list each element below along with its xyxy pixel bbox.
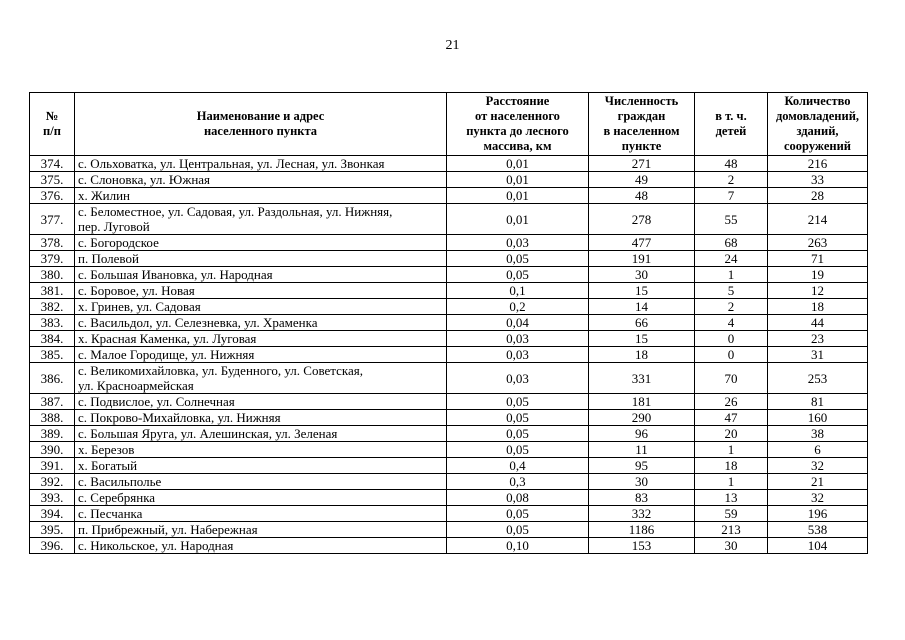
children-cell: 24 — [695, 251, 768, 267]
buildings-cell: 31 — [768, 347, 868, 363]
row-number-cell: 382. — [30, 299, 75, 315]
population-cell: 1186 — [589, 522, 695, 538]
distance-cell: 0,05 — [447, 251, 589, 267]
distance-cell: 0,08 — [447, 490, 589, 506]
distance-cell: 0,2 — [447, 299, 589, 315]
population-cell: 66 — [589, 315, 695, 331]
distance-cell: 0,04 — [447, 315, 589, 331]
buildings-cell: 216 — [768, 156, 868, 172]
header-distance: Расстояние от населенного пункта до лесного массива, км — [447, 93, 589, 156]
settlement-name-line: х. Красная Каменка, ул. Луговая — [78, 331, 257, 346]
row-number-cell: 385. — [30, 347, 75, 363]
buildings-cell: 32 — [768, 490, 868, 506]
distance-cell: 0,05 — [447, 506, 589, 522]
row-number-cell: 395. — [30, 522, 75, 538]
buildings-cell: 196 — [768, 506, 868, 522]
row-number-cell: 383. — [30, 315, 75, 331]
settlement-name-line: с. Беломестное, ул. Садовая, ул. Раздольная, ул. Нижняя, — [78, 204, 393, 219]
buildings-cell: 71 — [768, 251, 868, 267]
table-row — [30, 299, 868, 315]
row-number-cell: 388. — [30, 410, 75, 426]
population-cell: 11 — [589, 442, 695, 458]
settlement-name-cell — [75, 458, 447, 474]
buildings-cell: 23 — [768, 331, 868, 347]
children-cell: 0 — [695, 331, 768, 347]
table-row — [30, 331, 868, 347]
children-cell: 4 — [695, 315, 768, 331]
population-cell: 181 — [589, 394, 695, 410]
settlement-name-cell — [75, 315, 447, 331]
table-row — [30, 188, 868, 204]
children-cell: 2 — [695, 172, 768, 188]
buildings-cell: 253 — [768, 363, 868, 394]
settlement-name-cell — [75, 363, 447, 394]
settlement-name-cell — [75, 347, 447, 363]
settlement-name-cell — [75, 538, 447, 554]
settlements-table — [29, 92, 868, 554]
row-number-cell: 392. — [30, 474, 75, 490]
row-number-cell: 390. — [30, 442, 75, 458]
settlement-name-cell — [75, 331, 447, 347]
distance-cell: 0,10 — [447, 538, 589, 554]
page-number: 21 — [445, 38, 460, 53]
buildings-cell: 21 — [768, 474, 868, 490]
settlement-name-line: с. Большая Яруга, ул. Алешинская, ул. Зеленая — [78, 426, 338, 441]
settlement-name-cell — [75, 426, 447, 442]
row-number-cell: 393. — [30, 490, 75, 506]
table-row — [30, 172, 868, 188]
population-cell: 18 — [589, 347, 695, 363]
buildings-cell: 12 — [768, 283, 868, 299]
population-cell: 271 — [589, 156, 695, 172]
children-cell: 68 — [695, 235, 768, 251]
children-cell: 26 — [695, 394, 768, 410]
distance-cell: 0,05 — [447, 522, 589, 538]
population-cell: 14 — [589, 299, 695, 315]
row-number-cell: 389. — [30, 426, 75, 442]
settlement-name-cell — [75, 394, 447, 410]
population-cell: 290 — [589, 410, 695, 426]
population-cell: 49 — [589, 172, 695, 188]
settlement-name-line: с. Никольское, ул. Народная — [78, 538, 234, 553]
distance-cell: 0,03 — [447, 347, 589, 363]
settlement-name-line: п. Прибрежный, ул. Набережная — [78, 522, 258, 537]
settlement-name-cell — [75, 251, 447, 267]
row-number-cell: 376. — [30, 188, 75, 204]
settlement-name-line: х. Богатый — [78, 458, 138, 473]
settlement-name-cell — [75, 188, 447, 204]
settlement-name-cell — [75, 474, 447, 490]
settlement-name-cell — [75, 235, 447, 251]
population-cell: 95 — [589, 458, 695, 474]
distance-cell: 0,05 — [447, 394, 589, 410]
table-row — [30, 442, 868, 458]
row-number-cell: 396. — [30, 538, 75, 554]
table-row — [30, 410, 868, 426]
distance-cell: 0,03 — [447, 235, 589, 251]
row-number-cell: 381. — [30, 283, 75, 299]
children-cell: 59 — [695, 506, 768, 522]
row-number-cell: 384. — [30, 331, 75, 347]
settlement-name-line: с. Серебрянка — [78, 490, 156, 505]
header-buildings: Количество домовладений, зданий, сооружений — [768, 93, 868, 156]
table-row — [30, 474, 868, 490]
population-cell: 191 — [589, 251, 695, 267]
header-num: № п/п — [30, 93, 75, 156]
children-cell: 70 — [695, 363, 768, 394]
population-cell: 96 — [589, 426, 695, 442]
distance-cell: 0,05 — [447, 426, 589, 442]
children-cell: 2 — [695, 299, 768, 315]
children-cell: 1 — [695, 267, 768, 283]
distance-cell: 0,4 — [447, 458, 589, 474]
children-cell: 0 — [695, 347, 768, 363]
row-number-cell: 379. — [30, 251, 75, 267]
header-children: в т. ч. детей — [695, 93, 768, 156]
settlement-name-line: с. Малое Городище, ул. Нижняя — [78, 347, 255, 362]
settlement-name-cell — [75, 490, 447, 506]
children-cell: 55 — [695, 204, 768, 235]
table-row — [30, 315, 868, 331]
population-cell: 83 — [589, 490, 695, 506]
children-cell: 1 — [695, 442, 768, 458]
settlement-name-cell — [75, 283, 447, 299]
row-number-cell: 391. — [30, 458, 75, 474]
buildings-cell: 18 — [768, 299, 868, 315]
table-row — [30, 204, 868, 235]
children-cell: 5 — [695, 283, 768, 299]
settlement-name-cell — [75, 506, 447, 522]
settlement-name-cell — [75, 267, 447, 283]
settlement-name-line: х. Жилин — [78, 188, 131, 203]
population-cell: 278 — [589, 204, 695, 235]
table-row — [30, 506, 868, 522]
buildings-cell: 6 — [768, 442, 868, 458]
population-cell: 331 — [589, 363, 695, 394]
distance-cell: 0,1 — [447, 283, 589, 299]
children-cell: 213 — [695, 522, 768, 538]
table-row — [30, 235, 868, 251]
table-row — [30, 522, 868, 538]
row-number-cell: 394. — [30, 506, 75, 522]
buildings-cell: 44 — [768, 315, 868, 331]
settlement-name-cell — [75, 172, 447, 188]
children-cell: 1 — [695, 474, 768, 490]
table-row — [30, 363, 868, 394]
settlement-name-cell — [75, 410, 447, 426]
row-number-cell: 380. — [30, 267, 75, 283]
settlement-name-line: с. Подвислое, ул. Солнечная — [78, 394, 235, 409]
children-cell: 30 — [695, 538, 768, 554]
table-row — [30, 347, 868, 363]
distance-cell: 0,03 — [447, 331, 589, 347]
row-number-cell: 378. — [30, 235, 75, 251]
population-cell: 332 — [589, 506, 695, 522]
settlement-name-line: ул. Красноармейская — [78, 378, 194, 393]
row-number-cell: 377. — [30, 204, 75, 235]
table-row — [30, 156, 868, 172]
buildings-cell: 160 — [768, 410, 868, 426]
table-row — [30, 538, 868, 554]
population-cell: 477 — [589, 235, 695, 251]
distance-cell: 0,05 — [447, 442, 589, 458]
settlement-name-line: п. Полевой — [78, 251, 139, 266]
settlement-name-line: с. Покрово-Михайловка, ул. Нижняя — [78, 410, 281, 425]
table-row — [30, 490, 868, 506]
distance-cell: 0,03 — [447, 363, 589, 394]
distance-cell: 0,05 — [447, 410, 589, 426]
table-header-row — [30, 93, 868, 156]
distance-cell: 0,01 — [447, 156, 589, 172]
settlement-name-cell — [75, 156, 447, 172]
population-cell: 30 — [589, 474, 695, 490]
children-cell: 13 — [695, 490, 768, 506]
header-population: Численность граждан в населенном пункте — [589, 93, 695, 156]
settlement-name-line: с. Великомихайловка, ул. Буденного, ул. Советская, — [78, 363, 364, 378]
settlement-name-line: с. Песчанка — [78, 506, 143, 521]
row-number-cell: 386. — [30, 363, 75, 394]
children-cell: 48 — [695, 156, 768, 172]
table-row — [30, 267, 868, 283]
distance-cell: 0,01 — [447, 172, 589, 188]
settlement-name-line: с. Слоновка, ул. Южная — [78, 172, 211, 187]
settlement-name-cell — [75, 299, 447, 315]
table-row — [30, 394, 868, 410]
settlement-name-line: с. Ольховатка, ул. Центральная, ул. Лесная, ул. Звонкая — [78, 156, 385, 171]
buildings-cell: 32 — [768, 458, 868, 474]
buildings-cell: 214 — [768, 204, 868, 235]
distance-cell: 0,3 — [447, 474, 589, 490]
settlement-name-line: с. Васильполье — [78, 474, 162, 489]
settlement-name-cell — [75, 204, 447, 235]
buildings-cell: 19 — [768, 267, 868, 283]
settlement-name-line: с. Васильдол, ул. Селезневка, ул. Храменка — [78, 315, 318, 330]
settlement-name-line: х. Гринев, ул. Садовая — [78, 299, 201, 314]
population-cell: 30 — [589, 267, 695, 283]
distance-cell: 0,05 — [447, 267, 589, 283]
settlement-name-line: с. Боровое, ул. Новая — [78, 283, 195, 298]
settlement-name-line: с. Богородское — [78, 235, 159, 250]
children-cell: 20 — [695, 426, 768, 442]
table-body — [30, 156, 868, 554]
buildings-cell: 263 — [768, 235, 868, 251]
children-cell: 47 — [695, 410, 768, 426]
buildings-cell: 28 — [768, 188, 868, 204]
buildings-cell: 33 — [768, 172, 868, 188]
settlement-name-line: х. Березов — [78, 442, 135, 457]
settlement-name-cell — [75, 442, 447, 458]
row-number-cell: 375. — [30, 172, 75, 188]
buildings-cell: 81 — [768, 394, 868, 410]
children-cell: 7 — [695, 188, 768, 204]
population-cell: 15 — [589, 283, 695, 299]
children-cell: 18 — [695, 458, 768, 474]
population-cell: 15 — [589, 331, 695, 347]
distance-cell: 0,01 — [447, 188, 589, 204]
row-number-cell: 374. — [30, 156, 75, 172]
table-row — [30, 283, 868, 299]
settlement-name-cell — [75, 522, 447, 538]
table-row — [30, 251, 868, 267]
buildings-cell: 538 — [768, 522, 868, 538]
table-row — [30, 426, 868, 442]
population-cell: 48 — [589, 188, 695, 204]
buildings-cell: 104 — [768, 538, 868, 554]
table-row — [30, 458, 868, 474]
header-name: Наименование и адрес населенного пункта — [75, 93, 447, 156]
population-cell: 153 — [589, 538, 695, 554]
settlement-name-line: пер. Луговой — [78, 219, 150, 234]
distance-cell: 0,01 — [447, 204, 589, 235]
row-number-cell: 387. — [30, 394, 75, 410]
settlement-name-line: с. Большая Ивановка, ул. Народная — [78, 267, 273, 282]
buildings-cell: 38 — [768, 426, 868, 442]
